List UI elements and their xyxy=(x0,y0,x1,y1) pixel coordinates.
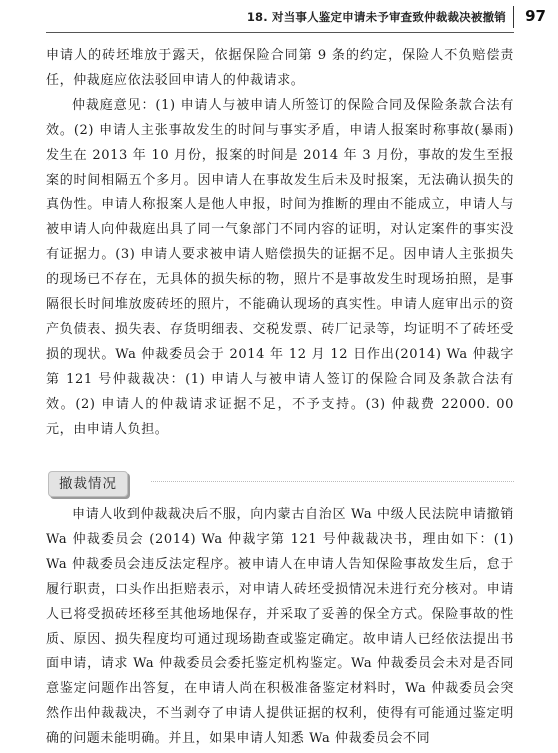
bottom-text-block xyxy=(46,503,514,752)
paragraph-revocation-application: 申请人收到仲裁裁决后不服，向内蒙古自治区 Wa 中级人民法院申请撤销 Wa 仲裁委员会 (2014) Wa 仲裁字第 121 号仲裁裁决书，理由如下：(1) Wa 仲裁委员会违反法定程序。被申请人在申请人告知保险事故发生后，怠于履行职责，口头作出拒赔表示，对申请人砖坯受损情况未进行充分核对。申请人已将受损砖坯移至其他场地保存，并采取了妥善的保全方式。保险事故的性质、原因、损失程度均可通过现场勘查或鉴定确定。故申请人已经依法提出书面申请，请求 Wa 仲裁委员会委托鉴定机构鉴定。Wa 仲裁委员会未对是否同意鉴定问题作出答复，在申请人尚在积极准备鉴定材料时，Wa 仲裁委员会突然作出仲裁裁决，不当剥夺了申请人提供证据的权利，使得有可能通过鉴定明确的问题未能明确。并且，如果申请人知悉 Wa 仲裁委员会不同 xyxy=(46,507,514,747)
section-heading-rule xyxy=(151,481,514,482)
page-header xyxy=(0,0,558,40)
running-title: 18. 对当事人鉴定申请未予审查致仲裁裁决被撤销 xyxy=(246,10,506,24)
paragraph-tribunal-opinion: 仲裁庭意见：(1) 申请人与被申请人所签订的保险合同及保险条款合法有效。(2) 申请人主张事故发生的时间与事实矛盾，申请人报案时称事故(暴雨) 发生在 2013 年 10 月份，报案的时间是 2014 年 3 月份，事故的发生至报案的时间相隔五个多月。因申请人在事故发生后未及时报案，无法确认损失的真伪性。申请人称报案人是他人申报，时间为推断的理由不能成立，申请人与被申请人向仲裁庭出具了同一气象部门不同内容的证明，对认定案件的事实没有证据力。(3) 申请人要求被申请人赔偿损失的证据不足。因申请人主张损失的现场已不存在，无具体的损失标的物，照片不是事故发生时现场拍照，是事隔很长时间堆放废砖坯的照片，不能确认现场的真实性。申请人庭审出示的资产负债表、损失表、存货明细表、交税发票、砖厂记录等，均证明不了砖坯受损的现状。Wa 仲裁委员会于 2014 年 12 月 12 日作出(2014) Wa 仲裁字第 121 号仲裁裁决：(1) 申请人与被申请人签订的保险合同及条款合法有效。(2) 申请人的仲裁请求证据不足，不予支持。(3) 仲裁费 22000. 00 元，由申请人负担。 xyxy=(46,97,514,437)
header-separator xyxy=(513,6,515,28)
section-heading xyxy=(46,470,514,500)
page-number: 97 xyxy=(525,7,546,25)
top-text-block xyxy=(46,44,514,443)
section-heading-badge: 撤裁情况 xyxy=(48,471,128,497)
paragraph-continued: 申请人的砖坯堆放于露天，依据保险合同第 9 条的约定，保险人不负赔偿责任，仲裁庭应依法驳回申请人的仲裁请求。 xyxy=(46,48,514,88)
header-rule xyxy=(46,32,514,33)
